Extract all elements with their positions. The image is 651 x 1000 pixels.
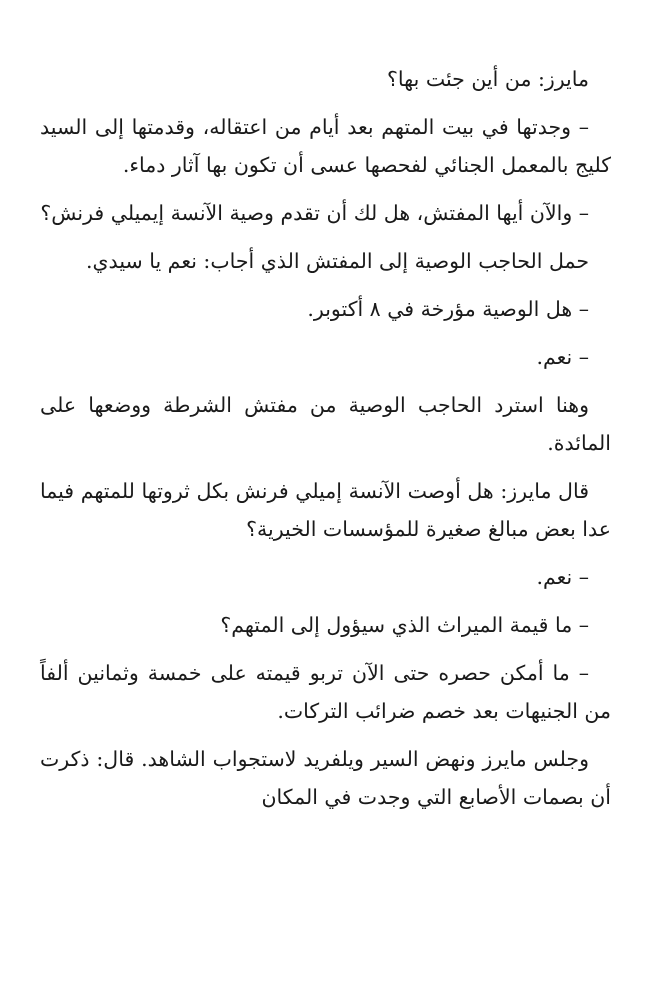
paragraph-11: – ما أمكن حصره حتى الآن تربو قيمته على خمسة وثمانين ألفاً من الجنيهات بعد خصم ضرائب التركات.: [40, 661, 611, 723]
paragraph-1: مايرز: من أين جئت بها؟: [387, 67, 589, 91]
paragraph-2: – وجدتها في بيت المتهم بعد أيام من اعتقاله، وقدمتها إلى السيد كليج بالمعمل الجنائي لفحصها عسى أن تكون بها آثار دماء.: [40, 115, 611, 177]
document-page: [40, 60, 611, 816]
paragraph-5: – هل الوصية مؤرخة في ٨ أكتوبر.: [307, 297, 589, 321]
paragraph-12: وجلس مايرز ونهض السير ويلفريد لاستجواب الشاهد. قال: ذكرت أن بصمات الأصابع التي وجدت في المكان: [40, 747, 611, 809]
paragraph-10: – ما قيمة الميراث الذي سيؤول إلى المتهم؟: [220, 613, 589, 637]
paragraph-3: – والآن أيها المفتش، هل لك أن تقدم وصية الآنسة إيميلي فرنش؟: [40, 201, 589, 225]
paragraph-4: حمل الحاجب الوصية إلى المفتش الذي أجاب: نعم يا سيدي.: [86, 249, 589, 273]
paragraph-8: قال مايرز: هل أوصت الآنسة إميلي فرنش بكل ثروتها للمتهم فيما عدا بعض مبالغ صغيرة للمؤسسات الخيرية؟: [40, 479, 611, 541]
paragraph-7: وهنا استرد الحاجب الوصية من مفتش الشرطة ووضعها على المائدة.: [40, 393, 611, 455]
paragraph-9: – نعم.: [536, 565, 589, 589]
paragraph-6: – نعم.: [536, 345, 589, 369]
